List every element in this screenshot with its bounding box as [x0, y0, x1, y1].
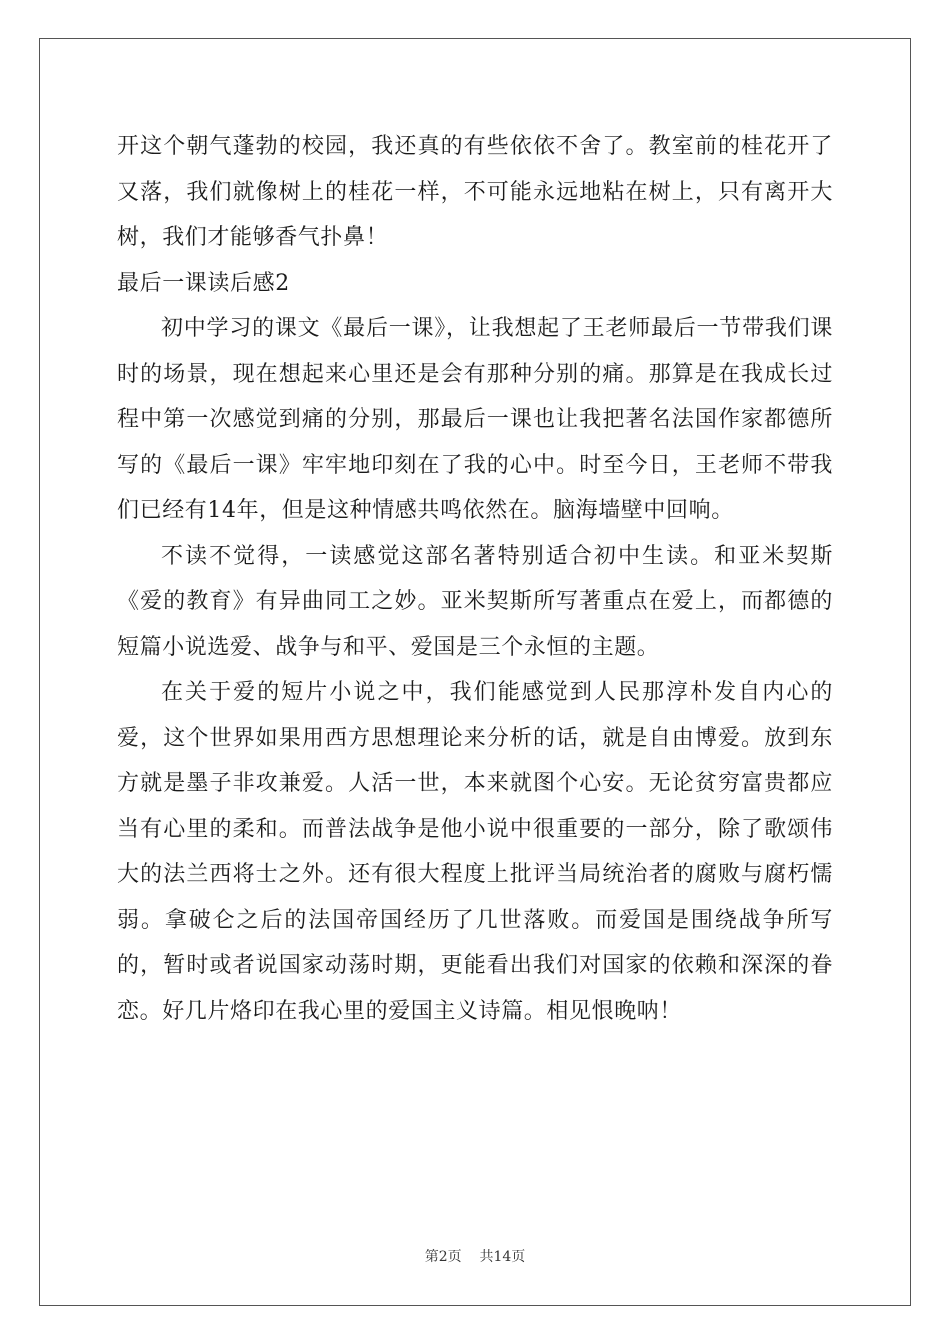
section-title: 最后一课读后感2 — [117, 270, 290, 296]
paragraph-2: 不读不觉得，一读感觉这部名著特别适合初中生读。和亚米契斯《爱的教育》有异曲同工之妙。亚米契斯所写著重点在爱上，而都德的短篇小说选爱、战争与和平、爱国是三个永恒的主题。 — [117, 543, 833, 660]
continued-paragraph: 开这个朝气蓬勃的校园，我还真的有些依依不舍了。教室前的桂花开了又落，我们就像树上的桂花一样，不可能永远地粘在树上，只有离开大树，我们才能够香气扑鼻！ — [117, 134, 833, 250]
paragraph-3: 在关于爱的短片小说之中，我们能感觉到人民那淳朴发自内心的爱，这个世界如果用西方思想理论来分析的话，就是自由博爱。放到东方就是墨子非攻兼爱。人活一世，本来就图个心安。无论贫穷富贵都应当有心里的柔和。而普法战争是他小说中很重要的一部分，除了歌颂伟大的法兰西将士之外。还有很大程度上批评当局统治者的腐败与腐朽懦弱。拿破仑之后的法国帝国经历了几世落败。而爱国是围绕战争所写的，暂时或者说国家动荡时期，更能看出我们对国家的依赖和深深的眷恋。好几片烙印在我心里的爱国主义诗篇。相见恨晚呐！ — [117, 680, 833, 1024]
footer-spacer — [462, 1249, 480, 1265]
document-body — [117, 124, 833, 1034]
page-number: 第2页 — [424, 1249, 462, 1265]
paragraph-1: 初中学习的课文《最后一课》，让我想起了王老师最后一节带我们课时的场景，现在想起来心里还是会有那种分别的痛。那算是在我成长过程中第一次感觉到痛的分别，那最后一课也让我把著名法国作家都德所写的《最后一课》牢牢地印刻在了我的心中。时至今日，王老师不带我们已经有14年，但是这种情感共鸣依然在。脑海墙壁中回响。 — [117, 316, 833, 523]
total-pages: 共14页 — [479, 1249, 526, 1265]
page-footer — [0, 1246, 950, 1266]
